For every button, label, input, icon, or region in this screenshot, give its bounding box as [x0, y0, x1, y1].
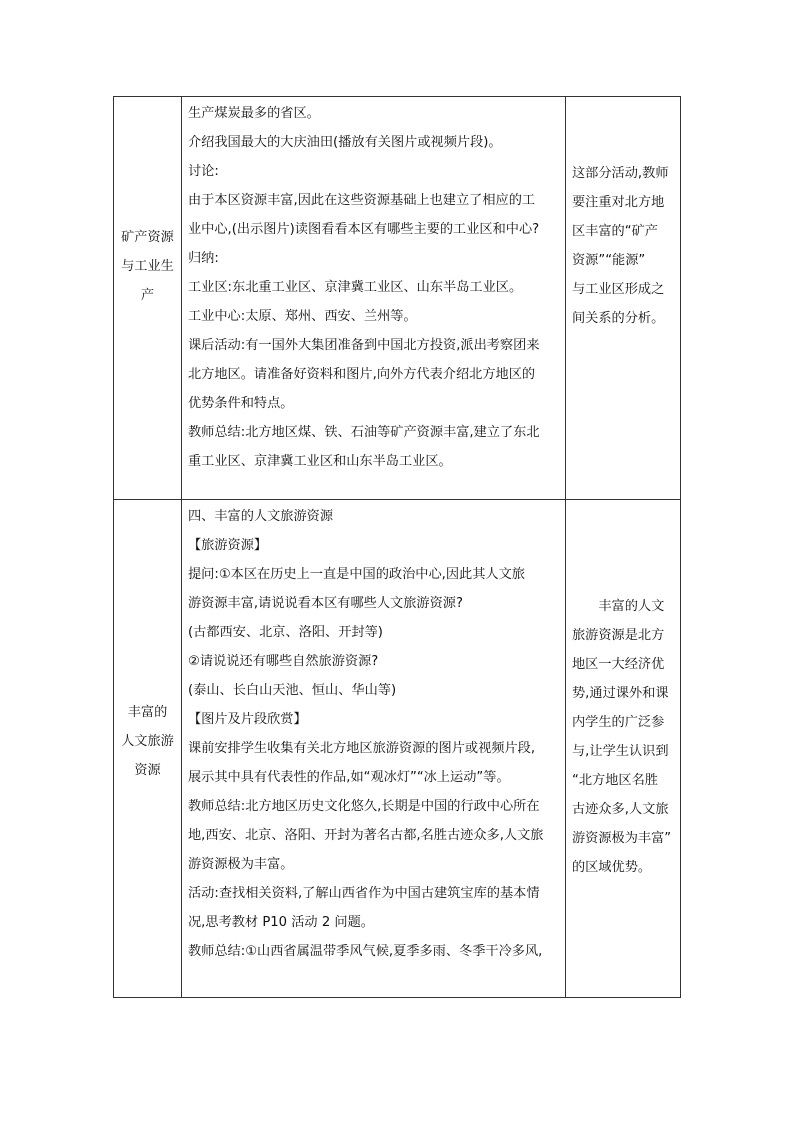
note-line: 势,通过课外和课 — [572, 686, 669, 701]
content-line: (古都西安、北京、洛阳、开封等) — [188, 625, 383, 640]
content-line: 四、丰富的人文旅游资源 — [188, 509, 334, 524]
content-line: 课后活动:有一国外大集团准备到中国北方投资,派出考察团来 — [188, 338, 540, 353]
note-cell — [566, 97, 681, 500]
note-line: 间关系的分析。 — [572, 311, 665, 326]
content-cell — [182, 500, 566, 998]
topic-line: 丰富的 — [127, 705, 168, 720]
note-line: 这部分活动,教师 — [572, 166, 669, 181]
note-line: 与工业区形成之 — [572, 282, 665, 297]
content-line: 提问:①本区在历史上一直是中国的政治中心,因此其人文旅 — [188, 567, 525, 582]
content-line: 游资源丰富,请说说看本区有哪些人文旅游资源? — [188, 596, 463, 611]
content-line: 北方地区。请准备好资料和图片,向外方代表介绍北方地区的 — [188, 367, 536, 382]
content-line: 教师总结:北方地区煤、铁、石油等矿产资源丰富,建立了东北 — [188, 425, 540, 440]
content-line: 【旅游资源】 — [188, 538, 268, 553]
content-line: (泰山、长白山天池、恒山、华山等) — [188, 683, 397, 698]
note-line: 旅游资源是北方 — [572, 628, 665, 643]
note-line: “北方地区名胜 — [572, 773, 658, 788]
content-line: 课前安排学生收集有关北方地区旅游资源的图片或视频片段, — [188, 741, 536, 756]
note-line: 丰富的人文 — [572, 599, 665, 614]
content-line: 业中心,(出示图片)读图看看本区有哪些主要的工业区和中心? — [188, 222, 540, 237]
table-row — [114, 500, 681, 998]
note-line: 的区域优势。 — [572, 860, 652, 875]
content-line: 重工业区、京津冀工业区和山东半岛工业区。 — [188, 454, 452, 469]
content-line: 生产煤炭最多的省区。 — [188, 106, 320, 121]
topic-line: 人文旅游 — [121, 734, 174, 749]
note-line: 要注重对北方地 — [572, 195, 665, 210]
lesson-plan-table — [113, 96, 681, 998]
content-line: 展示其中具有代表性的作品,如“观冰灯”“冰上运动”等。 — [188, 770, 510, 785]
note-line: 游资源极为丰富” — [572, 831, 672, 846]
note-line: 古迹众多,人文旅 — [572, 802, 669, 817]
topic-line: 产 — [140, 288, 155, 303]
note-line: 内学生的广泛参 — [572, 715, 665, 730]
content-line: 活动:查找相关资料,了解山西省作为中国古建筑宝库的基本情 — [188, 886, 540, 901]
content-line: 游资源极为丰富。 — [188, 857, 294, 872]
content-line: 归纳: — [188, 251, 219, 266]
content-line: 【图片及片段欣赏】 — [188, 712, 307, 727]
content-line: 讨论: — [188, 164, 219, 179]
topic-line: 与工业生 — [121, 259, 174, 274]
note-cell — [566, 500, 681, 998]
topic-cell — [114, 97, 182, 500]
table-row — [114, 97, 681, 500]
content-line: 优势条件和特点。 — [188, 396, 294, 411]
content-line: 由于本区资源丰富,因此在这些资源基础上也建立了相应的工 — [188, 193, 536, 208]
content-cell — [182, 97, 566, 500]
topic-line: 资源 — [134, 763, 161, 778]
note-line: 与,让学生认识到 — [572, 744, 669, 759]
note-line: 资源”“能源” — [572, 253, 646, 268]
note-line: 区丰富的“矿产 — [572, 224, 658, 239]
topic-line: 矿产资源 — [121, 230, 174, 245]
content-line: ②请说说还有哪些自然旅游资源? — [188, 654, 379, 669]
content-line: 工业中心:太原、郑州、西安、兰州等。 — [188, 309, 417, 324]
content-line: 地,西安、北京、洛阳、开封为著名古都,名胜古迹众多,人文旅 — [188, 828, 544, 843]
note-line: 地区一大经济优 — [572, 657, 665, 672]
content-line: 工业区:东北重工业区、京津冀工业区、山东半岛工业区。 — [188, 280, 523, 295]
content-line: 况,思考教材 P10 活动 2 问题。 — [188, 915, 374, 930]
topic-cell — [114, 500, 182, 998]
content-line: 教师总结:北方地区历史文化悠久,长期是中国的行政中心所在 — [188, 799, 540, 814]
content-line: 介绍我国最大的大庆油田(播放有关图片或视频片段)。 — [188, 135, 502, 150]
content-line: 教师总结:①山西省属温带季风气候,夏季多雨、冬季干冷多风, — [188, 944, 543, 959]
